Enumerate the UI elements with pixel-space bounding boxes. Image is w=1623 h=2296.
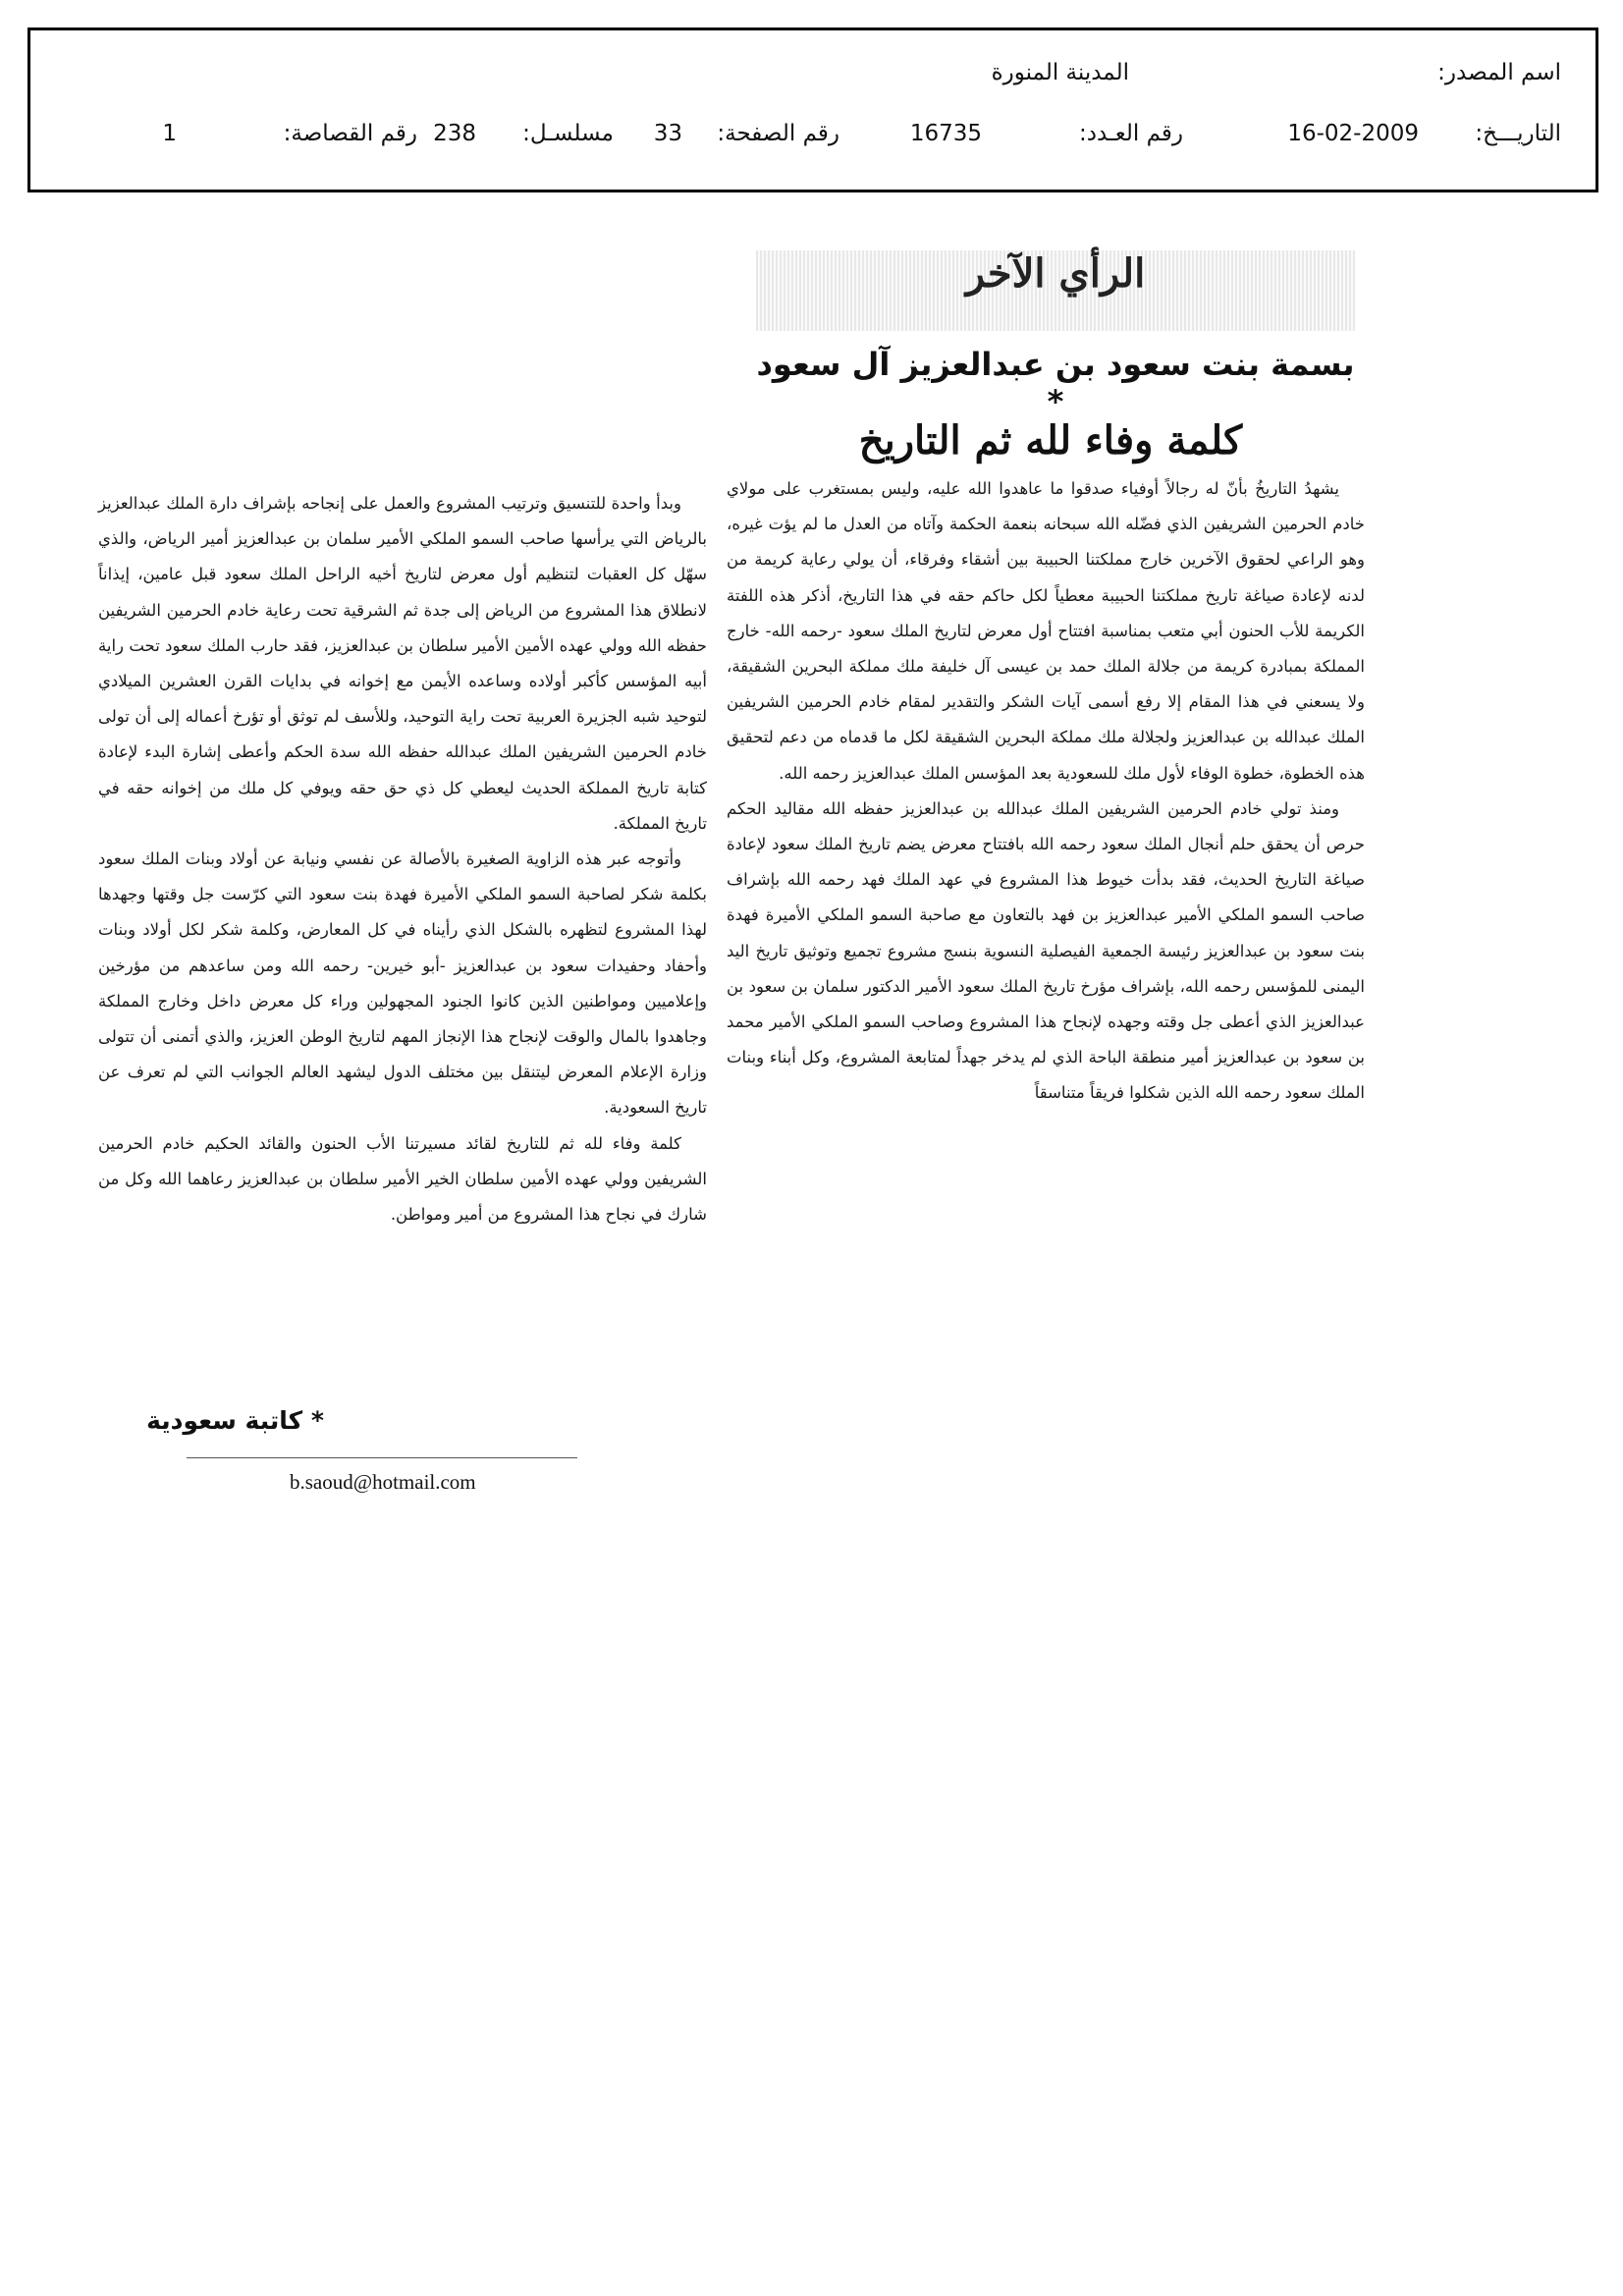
date-value: 16-02-2009: [1287, 121, 1419, 146]
date-label: التاريـــخ:: [1475, 121, 1561, 146]
article-column-right: [727, 471, 1365, 1112]
page-value: 33: [653, 121, 682, 146]
clip-value: 1: [162, 121, 177, 146]
article-headline: كلمة وفاء لله ثم التاريخ: [858, 417, 1243, 464]
paragraph: وبدأ واحدة للتنسيق وترتيب المشروع والعمل على إنجاحه بإشراف دارة الملك عبدالعزيز بالرياض التي يرأسها صاحب السمو الملكي الأمير سلمان بن عبدالعزيز أمير الرياض، والذي سهّل كل العقبات لتنظيم أول معرض لتاريخ أخيه الراحل الملك سعود قبل عامين، إيذاناً لانطلاق هذا المشروع من الرياض إلى جدة ثم الشرقية تحت رعاية خادم الحرمين الشريفين حفظه الله وولي عهده الأمين الأمير سلطان بن عبدالعزيز، فقد حارب الملك سعود تحت راية أبيه المؤسس كأكبر أولاده وساعده الأيمن مع إخوانه في بدايات القرن العشرين الميلادي لتوحيد شبه الجزيرة العربية تحت راية التوحيد، وللأسف لم توثق أو تؤرخ أعماله إلى أن تولى خادم الحرمين الشريفين الملك عبدالله حفظه الله سدة الحكم وأعطى إشارة البدء لإعادة كتابة تاريخ المملكة الحديث ليعطي كل ذي حق حقه ويوفي كل ملك من إخوانه حقه في تاريخ المملكة.: [98, 494, 707, 833]
paragraph: كلمة وفاء لله ثم للتاريخ لقائد مسيرتنا الأب الحنون والقائد الحكيم خادم الحرمين الشريفين وولي عهده الأمين سلطان الخير الأمير سلطان بن عبدالعزيز رعاهما الله وكل من شارك في نجاح هذا المشروع من أمير ومواطن.: [98, 1133, 707, 1225]
source-label: اسم المصدر:: [1437, 60, 1561, 85]
serial-value: 238: [433, 121, 476, 146]
signature-divider: [187, 1457, 577, 1458]
paragraph: ومنذ تولي خادم الحرمين الشريفين الملك عبدالله بن عبدالعزيز حفظه الله مقاليد الحكم حرص أن يحقق حلم أنجال الملك سعود رحمه الله بافتتاح معرض يضم تاريخ الملك سعود لإعادة صياغة التاريخ الحديث، فقد بدأت خيوط هذا المشروع في عهد الملك فهد رحمه الله بإشراف صاحب السمو الملكي الأمير عبدالعزيز بن فهد بالتعاون مع صاحبة السمو الملكي الأميرة فهدة بنت سعود بن عبدالعزيز رئيسة الجمعية الفيصلية النسوية بنسج مشروع تجميع وتوثيق تاريخ اليد اليمنى للمؤسس رحمه الله، بإشراف مؤرخ تاريخ الملك سعود الأمير الدكتور سلمان بن سعود بن عبدالعزيز الذي أعطى جل وقته وجهده لإنجاح هذا المشروع وصاحب السمو الملكي الأمير محمد بن سعود بن عبدالعزيز أمير منطقة الباحة الذي لم يدخر جهداً لمتابعة المشروع، وكل أبناء وبنات الملك سعود رحمه الله الذين شكلوا فريقاً متناسقاً: [727, 798, 1365, 1103]
author-signature: * كاتبة سعودية: [146, 1406, 324, 1435]
page-label: رقم الصفحة:: [717, 121, 839, 146]
source-value: المدينة المنورة: [991, 60, 1129, 85]
serial-label: مسلسـل:: [522, 121, 614, 146]
section-title: الرأي الآخر: [965, 250, 1146, 297]
article-column-left: [98, 486, 707, 1232]
paragraph: يشهدُ التاريخُ بأنّ له رجالاً أوفياء صدقوا ما عاهدوا الله عليه، وليس بمستغرب على مولاي خادم الحرمين الشريفين الذي فضّله الله سبحانه بنعمة الحكمة وآتاه من العدل ما لم يؤت غيره، وهو الراعي لحقوق الآخرين خارج مملكتنا الحبيبة بين أشقاء وفرقاء، أن يولي رعاية كريمة من لدنه لإعادة صياغة تاريخ مملكتنا الحبيبة معطياً لكل حاكم حقه في هذا التاريخ، أذكر هذه اللفتة الكريمة للأب الحنون أبي متعب بمناسبة افتتاح أول معرض لتاريخ الملك سعود -رحمه الله- خارج المملكة بمبادرة كريمة من جلالة الملك حمد بن عيسى آل خليفة ملك مملكة البحرين الشقيقة، ولا يسعني في هذا المقام إلا رفع أسمى آيات الشكر والتقدير لمقام خادم الحرمين الشريفين الملك عبدالله بن عبدالعزيز ولجلالة ملك مملكة البحرين الشقيقة لكل ما قدماه من دعم لتحقيق هذه الخطوة، خطوة الوفاء لأول ملك للسعودية بعد المؤسس الملك عبدالعزيز رحمه الله.: [727, 479, 1365, 783]
issue-label: رقم العـدد:: [1078, 121, 1183, 146]
clip-label: رقم القصاصة:: [283, 121, 417, 146]
clipping-metadata-box: [27, 27, 1598, 192]
author-email: b.saoud@hotmail.com: [290, 1470, 476, 1494]
author-line: بسمة بنت سعود بن عبدالعزيز آل سعود *: [756, 346, 1355, 420]
paragraph: وأتوجه عبر هذه الزاوية الصغيرة بالأصالة عن نفسي ونيابة عن أولاد وبنات الملك سعود بكلمة شكر لصاحبة السمو الملكي الأميرة فهدة بنت سعود التي كرّست جل وقتها وجهدها لهذا المشروع لتظهره بالشكل الذي رأيناه في كل المعارض، وكلمة شكر لكل أولاد وبنات وأحفاد وحفيدات سعود بن عبدالعزيز -أبو خيرين- رحمه الله ومن ساعدهم من مؤرخين وإعلاميين ومواطنين الذين كانوا الجنود المجهولين وراء كل معرض داخل وخارج المملكة وجاهدوا بالمال والوقت لإنجاح هذا الإنجاز المهم لتاريخ الوطن العزيز، والذي أتمنى أن تتولى وزارة الإعلام المعرض ليتنقل بين مختلف الدول ليشهد العالم الجوانب التي لم تعرف عن تاريخ السعودية.: [98, 849, 707, 1118]
issue-value: 16735: [909, 121, 982, 146]
